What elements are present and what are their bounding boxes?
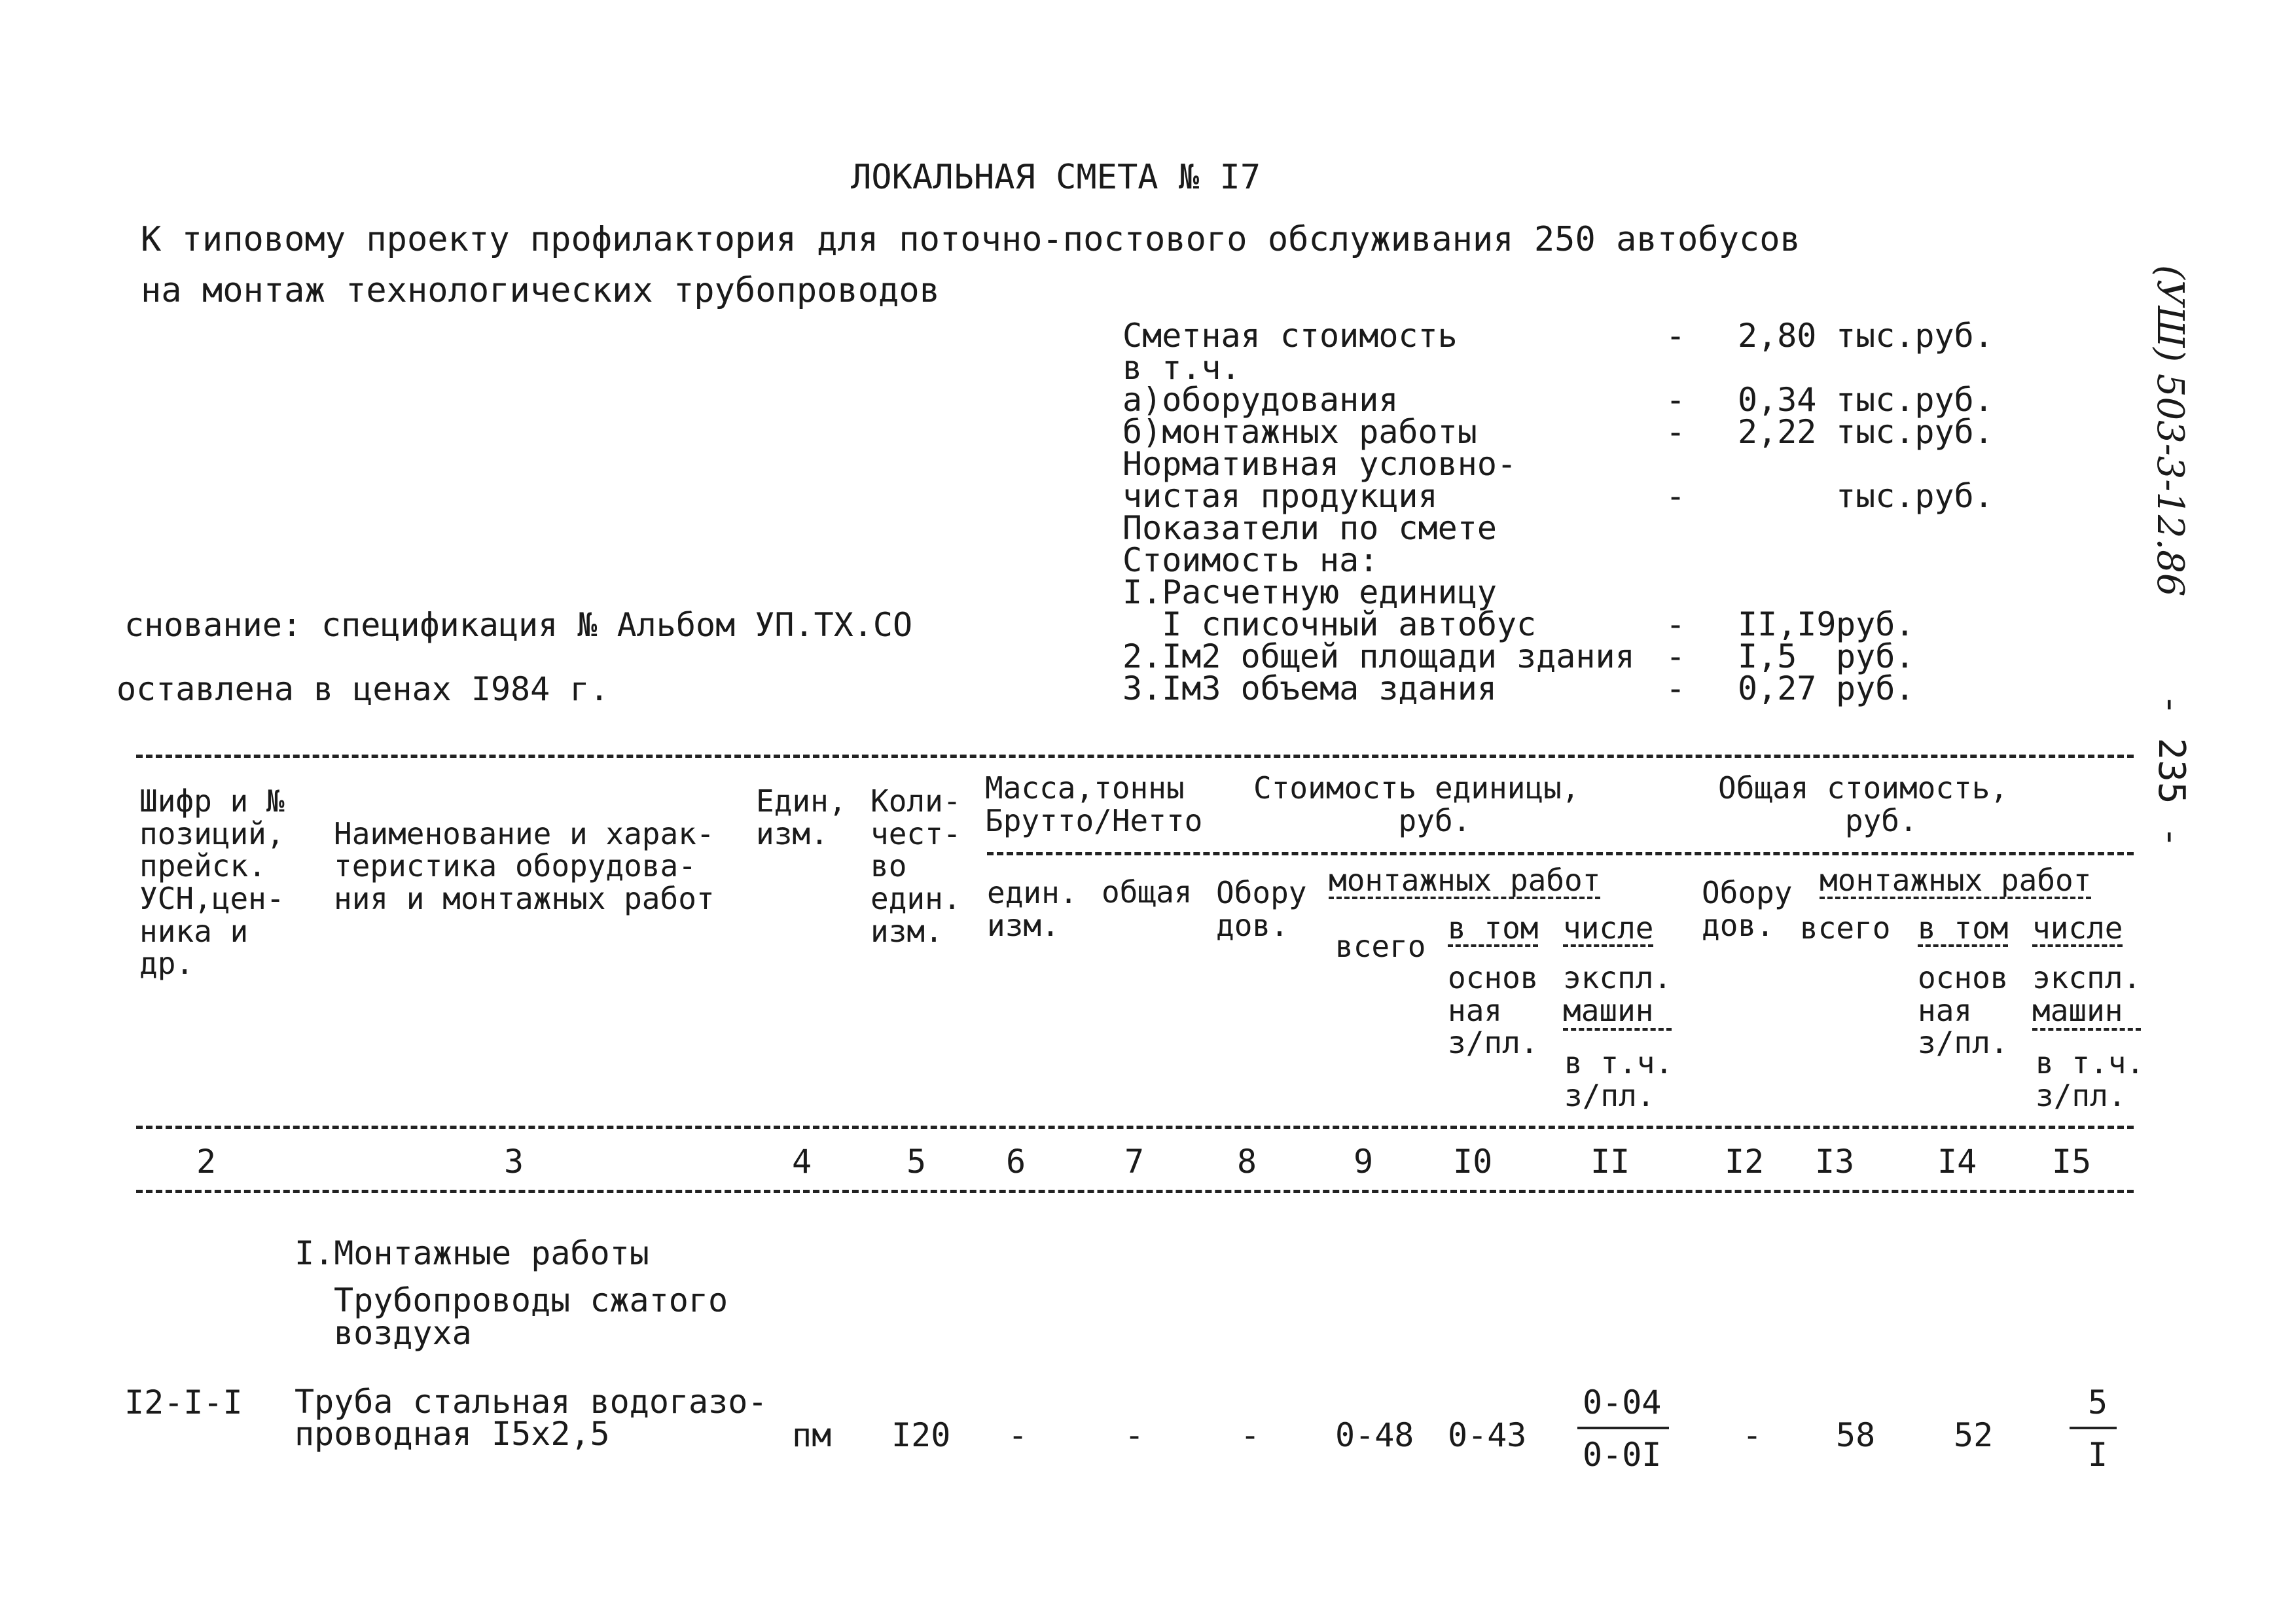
summary-label: 3.Iм3 объема здания [1122,669,1497,707]
row-name: Труба стальная водогазо- проводная I5х2,5 [295,1383,768,1453]
row-mounting-total: 58 [1836,1416,1876,1454]
column-number: I0 [1453,1143,1493,1181]
header-mass-total: общая [1102,874,1193,910]
row-machines-pay-unit: 0-0I [1583,1436,1662,1474]
summary-label: 2.Iм2 общей площади здания [1122,637,1635,675]
project-subtitle-line2: на монтаж технологических трубопроводов [141,271,940,310]
summary-value: 0,27 [1738,669,1817,707]
document-code: (УШ) 503-3-12.86 [2149,265,2191,597]
header-equipment-unit: Обору дов. [1216,875,1307,943]
header-machines-total: экспл. машин [2032,962,2141,1031]
row-machines-unit: 0-04 [1583,1383,1662,1421]
header-mass: Масса,тонны Брутто/Нетто [985,770,1203,838]
column-number: I4 [1937,1143,1977,1181]
row-base-pay-unit: 0-43 [1448,1416,1527,1454]
column-number: 2 [196,1143,217,1181]
row-equipment-unit: - [1240,1416,1261,1454]
header-mounting-unit: монтажных работ [1329,863,1601,898]
column-number: 5 [906,1143,927,1181]
summary-label: I списочный автобус [1122,605,1537,643]
header-unit-cost: Стоимость единицы, руб. [1253,770,1580,838]
colnum-bottom-rule [136,1190,2134,1193]
price-level-text: оставлена в ценах I984 г. [117,670,609,708]
row-equipment-total: - [1742,1416,1763,1454]
page-number: - 235 - [2150,694,2193,849]
summary-label: Нормативная условно- [1122,445,1517,483]
summary-label: в т.ч. [1122,349,1241,387]
header-incl-a: в том [1448,910,1539,946]
header-incl2-b: числе [2032,910,2123,946]
header-machines-unit: экспл. машин [1563,962,1672,1031]
row-base-pay-total: 52 [1954,1416,1994,1454]
column-number: 8 [1237,1143,1257,1181]
header-mounting-total: монтажных работ [1820,863,2092,898]
header-machines-pay-unit: в т.ч. з/пл. [1564,1045,1674,1113]
fraction-line-total [2070,1427,2117,1429]
summary-dash: - [1666,477,1686,515]
summary-unit: руб. [1836,605,1915,643]
column-number: II [1590,1143,1630,1181]
summary-dash: - [1666,605,1686,643]
project-subtitle-line1: К типовому проекту профилактория для поточно-постового обслуживания 250 автобусов [141,220,1801,259]
summary-unit: тыс.руб. [1836,413,1994,451]
row-unit: пм [792,1416,832,1454]
summary-label: а)оборудования [1122,381,1399,419]
summary-dash: - [1666,381,1686,419]
fraction-line-unit [1577,1427,1669,1429]
column-number: I3 [1815,1143,1855,1181]
header-incl2-a: в том [1918,910,2009,946]
summary-label: Стоимость на: [1122,541,1379,579]
header-unit: Един, изм. [756,783,847,851]
header-equipment-total: Обору дов. [1702,875,1793,943]
column-number: 3 [504,1143,524,1181]
summary-value: I,5 [1738,637,1797,675]
summary-label: I.Расчетную единицу [1122,573,1497,611]
summary-label: Показатели по смете [1122,509,1497,547]
row-mass-total: - [1124,1416,1145,1454]
column-number: I2 [1725,1143,1765,1181]
summary-label: б)монтажных работы [1122,413,1477,451]
column-number: 7 [1124,1143,1145,1181]
column-number: 4 [792,1143,812,1181]
summary-unit: тыс.руб. [1836,381,1994,419]
summary-dash: - [1666,669,1686,707]
header-total-unit: всего [1335,929,1426,964]
header-mass-unit: един. изм. [987,875,1078,943]
column-number: I5 [2052,1143,2092,1181]
row-machines-pay-total: I [2088,1436,2108,1474]
summary-dash: - [1666,413,1686,451]
page-title: ЛОКАЛЬНАЯ СМЕТА № I7 [851,158,1261,197]
summary-value: 0,34 [1738,381,1817,419]
summary-unit: руб. [1836,637,1915,675]
header-bottom-rule [136,1126,2134,1129]
basis-text: снование: спецификация № Альбом УП.ТХ.СО [124,606,913,644]
row-mass-unit: - [1008,1416,1028,1454]
header-quantity: Коли- чест- во един. изм. [870,783,961,949]
row-machines-total: 5 [2088,1383,2108,1421]
row-code: I2-I-I [124,1383,243,1421]
header-base-pay-unit: основ ная з/пл. [1448,960,1539,1061]
column-number: 6 [1006,1143,1026,1181]
subsection-title: Трубопроводы сжатого воздуха [334,1281,728,1352]
header-incl-b: числе [1563,910,1654,946]
column-number: 9 [1354,1143,1374,1181]
summary-dash: - [1666,637,1686,675]
summary-value: 2,22 [1738,413,1817,451]
header-total-cost: Общая стоимость, руб. [1718,770,2009,838]
summary-value: II,I9 [1738,605,1837,643]
summary-label: Сметная стоимость [1122,317,1458,355]
mass-subheader-rule [987,852,2134,855]
summary-label: чистая продукция [1122,477,1438,515]
summary-unit: тыс.руб. [1836,477,1994,515]
summary-unit: тыс.руб. [1836,317,1994,355]
summary-value: 2,80 [1738,317,1817,355]
summary-dash: - [1666,317,1686,355]
header-base-pay-total: основ ная з/пл. [1918,960,2009,1061]
row-mounting-unit: 0-48 [1335,1416,1414,1454]
summary-unit: руб. [1836,669,1915,707]
table-top-rule [136,755,2134,758]
section-title: I.Монтажные работы [295,1234,649,1272]
header-total-sum: всего [1800,910,1891,946]
header-machines-pay-total: в т.ч. з/пл. [2036,1045,2145,1113]
row-quantity: I20 [891,1416,951,1454]
header-code: Шифр и № позиций, прейск. УСН,цен- ника и др. [139,783,285,982]
header-name: Наименование и харак- теристика оборудова- ния и монтажных работ [334,815,715,917]
